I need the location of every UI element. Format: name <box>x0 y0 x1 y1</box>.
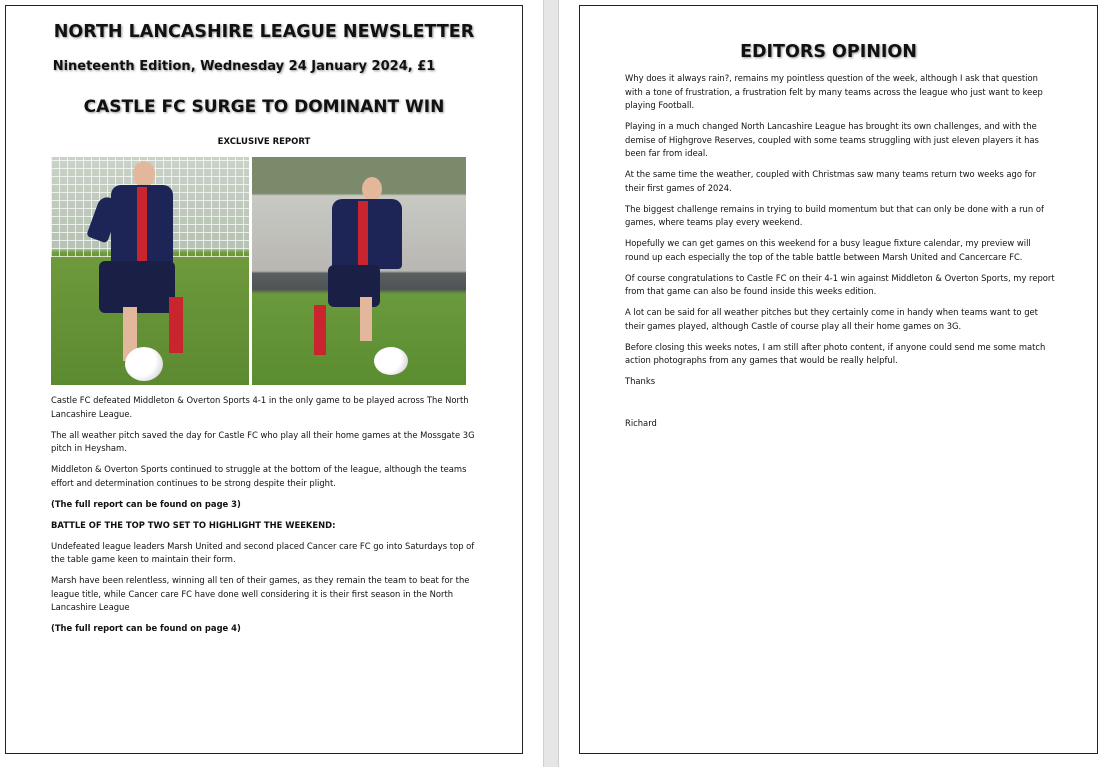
paragraph: At the same time the weather, coupled with Christmas saw many teams return two weeks ago for their first games of 2024. <box>625 169 1037 193</box>
signoff: Thanks <box>625 376 656 386</box>
paragraph: Why does it always rain?, remains my pointless question of the week, although I ask that question with a tone of frustration, a frustration felt by many teams across the league who just want to keep playing Football. <box>625 73 1043 110</box>
opinion-body <box>625 72 1055 438</box>
paragraph: Hopefully we can get games on this weekend for a busy league fixture calendar, my preview will round up each especially the top of the table battle between Marsh United and Cancercare FC. <box>625 238 1031 262</box>
edition-line: Nineteenth Edition, Wednesday 24 January 2024, £1 <box>52 59 436 74</box>
page-2 <box>579 5 1098 754</box>
paragraph: Castle FC defeated Middleton & Overton Sports 4-1 in the only game to be played across The North Lancashire League. <box>51 395 469 419</box>
paragraph: Middleton & Overton Sports continued to struggle at the bottom of the league, although the teams effort and determination continues to be strong despite their plight. <box>51 464 467 488</box>
page-gap <box>543 0 559 767</box>
newsletter-title: NORTH LANCASHIRE LEAGUE NEWSLETTER <box>53 22 475 42</box>
article-body <box>51 394 481 643</box>
page-1 <box>5 5 523 754</box>
paragraph: The all weather pitch saved the day for Castle FC who play all their home games at the Mossgate 3G pitch in Heysham. <box>51 429 475 453</box>
page-reference: (The full report can be found on page 3) <box>51 498 241 509</box>
editors-opinion-title: EDITORS OPINION <box>740 42 917 62</box>
paragraph: The biggest challenge remains in trying to build momentum but that can only be done with a run of games, where teams play every weekend. <box>625 203 1044 227</box>
paragraph: Playing in a much changed North Lancashire League has brought its own challenges, and with the demise of Highgrove Reserves, coupled with some teams struggling with just eleven players it has been far from ideal. <box>625 121 1039 158</box>
exclusive-report-label: EXCLUSIVE REPORT <box>217 137 311 147</box>
page-reference: (The full report can be found on page 4) <box>51 623 241 633</box>
paragraph: Before closing this weeks notes, I am still after photo content, if anyone could send me some match action photographs from any games that would be really helpful. <box>625 341 1046 365</box>
section-heading: BATTLE OF THE TOP TWO SET TO HIGHLIGHT THE WEEKEND: <box>51 519 336 530</box>
match-photo-2 <box>252 157 466 385</box>
paragraph: Marsh have been relentless, winning all ten of their games, as they remain the team to beat for the league title, while Cancer care FC have done well considering it is their first season in the North Lancashire League <box>51 575 470 612</box>
signature: Richard <box>625 417 657 428</box>
match-photo-1 <box>51 157 249 385</box>
headline: CASTLE FC SURGE TO DOMINANT WIN <box>83 97 445 117</box>
paragraph: A lot can be said for all weather pitches but they certainly come in handy when teams want to get their games played, although Castle of course play all their home games on 3G. <box>625 307 1038 331</box>
paragraph: Of course congratulations to Castle FC on their 4-1 win against Middleton & Overton Sports, my report from that game can also be found inside this weeks edition. <box>625 272 1055 296</box>
paragraph: Undefeated league leaders Marsh United and second placed Cancer care FC go into Saturdays top of the table game keen to maintain their form. <box>51 540 475 564</box>
